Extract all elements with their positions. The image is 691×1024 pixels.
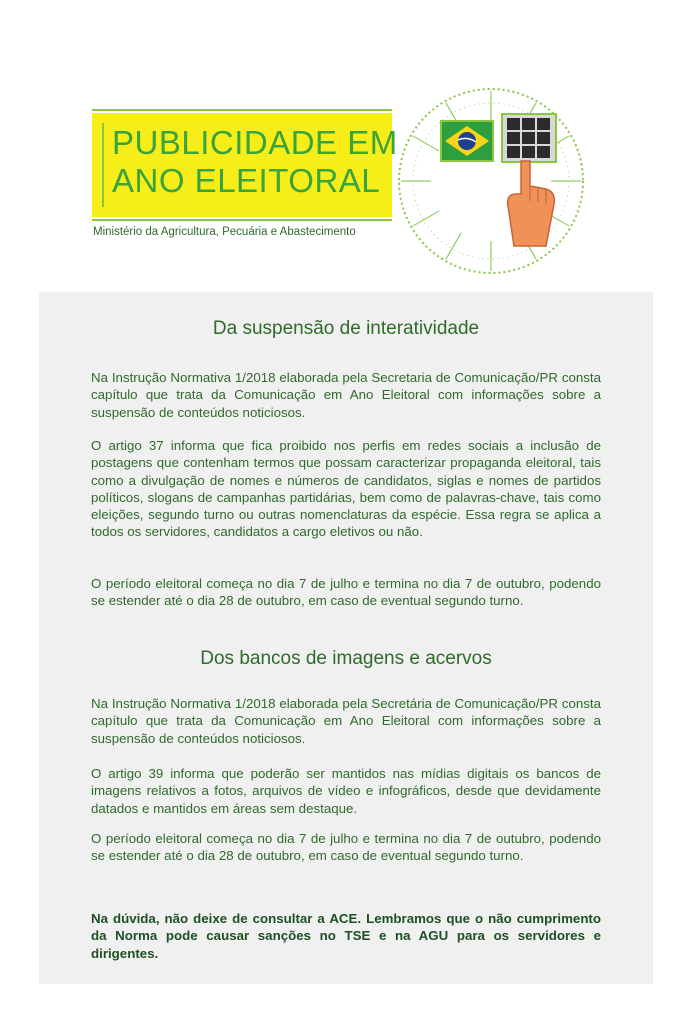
image-banks-paragraph-2: O artigo 39 informa que poderão ser mantidos nas mídias digitais os bancos de imagens relativos a fotos, arquivos de vídeo e infográficos, desde que devidamente datados e mantidos em áreas sem destaque.: [91, 766, 601, 816]
image-banks-paragraph-1: Na Instrução Normativa 1/2018 elaborada pela Secretária de Comunicação/PR consta capítulo que trata da Comunicação em Ano Eleitoral com informações sobre a suspensão de conteúdos noticiosos.: [91, 696, 601, 746]
suspension-paragraph-3: O período eleitoral começa no dia 7 de julho e termina no dia 7 de outubro, podendo se estender até o dia 28 de outubro, em caso de eventual segundo turno.: [91, 576, 601, 609]
section-heading-suspension: Da suspensão de interatividade: [212, 318, 480, 339]
suspension-paragraph-2: O artigo 37 informa que fica proibido nos perfis em redes sociais a inclusão de postagens que contenham termos que possam caracterizar propaganda eleitoral, tais como a divulgação de nomes e números de candidatos, siglas e nomes de partidos políticos, slogans de campanhas partidárias, bem como de palavras-chave, tais como eleições, segundo turno ou outras nomenclaturas da espécie. Essa regra se aplica a todos os servidores, candidatos a cargo eletivos ou não.: [91, 438, 601, 540]
title-line-1: PUBLICIDADE EM: [112, 124, 398, 161]
suspension-paragraph-1: Na Instrução Normativa 1/2018 elaborada pela Secretaria de Comunicação/PR consta capítulo que trata da Comunicação em Ano Eleitoral com informações sobre a suspensão de conteúdos noticiosos.: [91, 370, 601, 420]
section-heading-image-banks: Dos bancos de imagens e acervos: [200, 648, 492, 669]
brazil-flag-icon: [441, 121, 493, 161]
closing-note: Na dúvida, não deixe de consultar a ACE. Lembramos que o não cumprimento da Norma pode causar sanções no TSE e na AGU para os servidores e dirigentes.: [91, 911, 601, 961]
keypad-icon: [502, 114, 556, 162]
banner-top-rule: [92, 109, 392, 111]
banner-bottom-rule: [92, 219, 392, 221]
banner-inner-rule: [102, 123, 104, 207]
image-banks-paragraph-3: O período eleitoral começa no dia 7 de julho e termina no dia 7 de outubro, podendo se estender até o dia 28 de outubro, em caso de eventual segundo turno.: [91, 831, 601, 864]
ministry-subtitle: Ministério da Agricultura, Pecuária e Abastecimento: [93, 226, 356, 238]
title-line-2: ANO ELEITORAL: [112, 162, 381, 199]
page-title: [112, 124, 402, 200]
voting-badge-illustration: [396, 86, 586, 276]
